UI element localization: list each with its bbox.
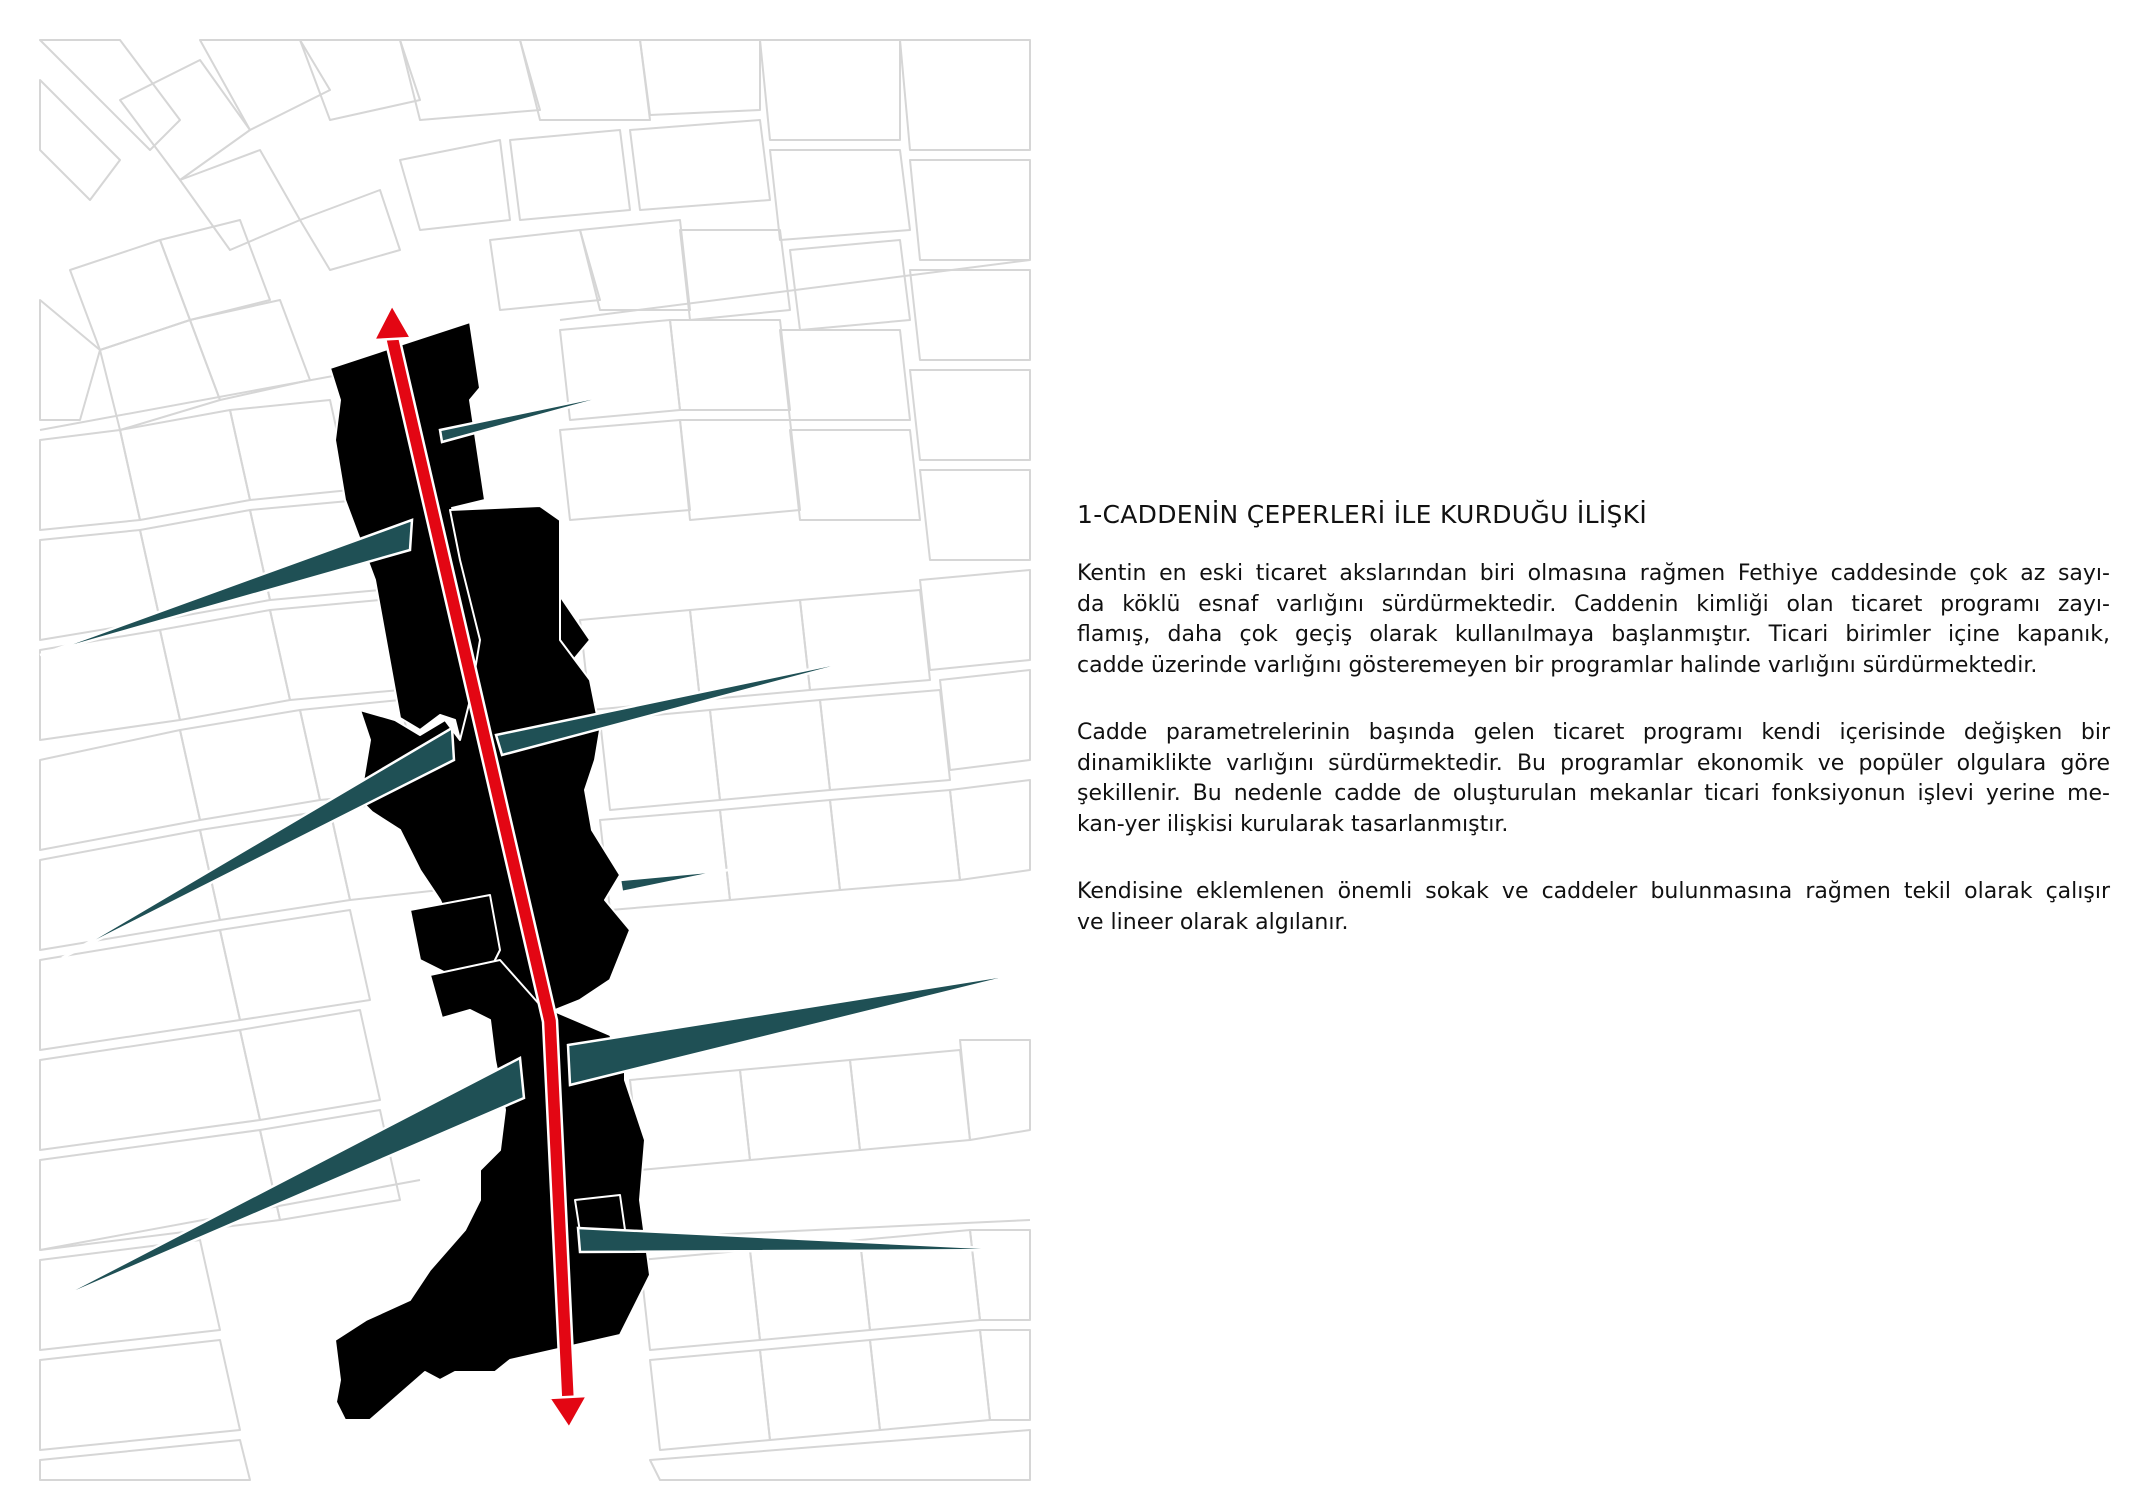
building-block-south: [335, 960, 650, 1420]
site-plan-svg: [0, 0, 1060, 1512]
site-plan-diagram: [0, 0, 1060, 1512]
axis-arrow-head-top: [374, 305, 411, 340]
paragraph-1: [1077, 559, 2110, 681]
paragraph-line: Cadde parametrelerinin başında gelen ticaret programı kendi içerisinde değişken bir: [1077, 720, 2110, 745]
wedge-east-3: [568, 972, 1028, 1085]
paragraph-line: cadde üzerinde varlığını gösteremeyen bir programlar halinde varlığını sürdürmektedir.: [1077, 652, 2038, 678]
wedge-east-2: [620, 870, 728, 892]
building-block-south-east: [575, 1195, 625, 1232]
paragraph-line: Kentin en eski ticaret akslarından biri olmasına rağmen Fethiye caddesinde çok az sayı-: [1077, 561, 2110, 586]
paragraph-2: [1077, 718, 2110, 840]
paragraph-line: da köklü esnaf varlığını sürdürmektedir. Caddenin kimliği olan ticaret programı zayı-: [1077, 591, 2110, 617]
axis-arrow-head-bottom: [549, 1396, 587, 1428]
paragraph-line: Kendisine eklemlenen önemli sokak ve caddeler bulunmasına rağmen tekil olarak çalışır: [1077, 879, 2110, 904]
paragraph-line: kan-yer ilişkisi kurularak tasarlanmıştır.: [1077, 811, 1509, 837]
section-heading: 1-CADDENİN ÇEPERLERİ İLE KURDUĞU İLİŞKİ: [1077, 500, 1648, 529]
paragraph-line: ve lineer olarak algılanır.: [1077, 909, 1349, 935]
paragraph-3: [1077, 877, 2110, 938]
paragraph-line: dinamiklikte varlığını sürdürmektedir. Bu programlar ekonomik ve popüler olgulara göre: [1077, 750, 2110, 776]
paragraph-line: flamış, daha çok geçiş olarak kullanılmaya başlanmıştır. Ticari birimler içine kapanık,: [1077, 622, 2110, 647]
wedge-north-west: [40, 520, 412, 655]
paragraph-line: şekillenir. Bu nedenle cadde de oluşturulan mekanlar ticari fonksiyonun işlevi yerine me-: [1077, 781, 2110, 806]
text-panel: [1077, 500, 2110, 975]
street-buildings: [330, 322, 650, 1420]
